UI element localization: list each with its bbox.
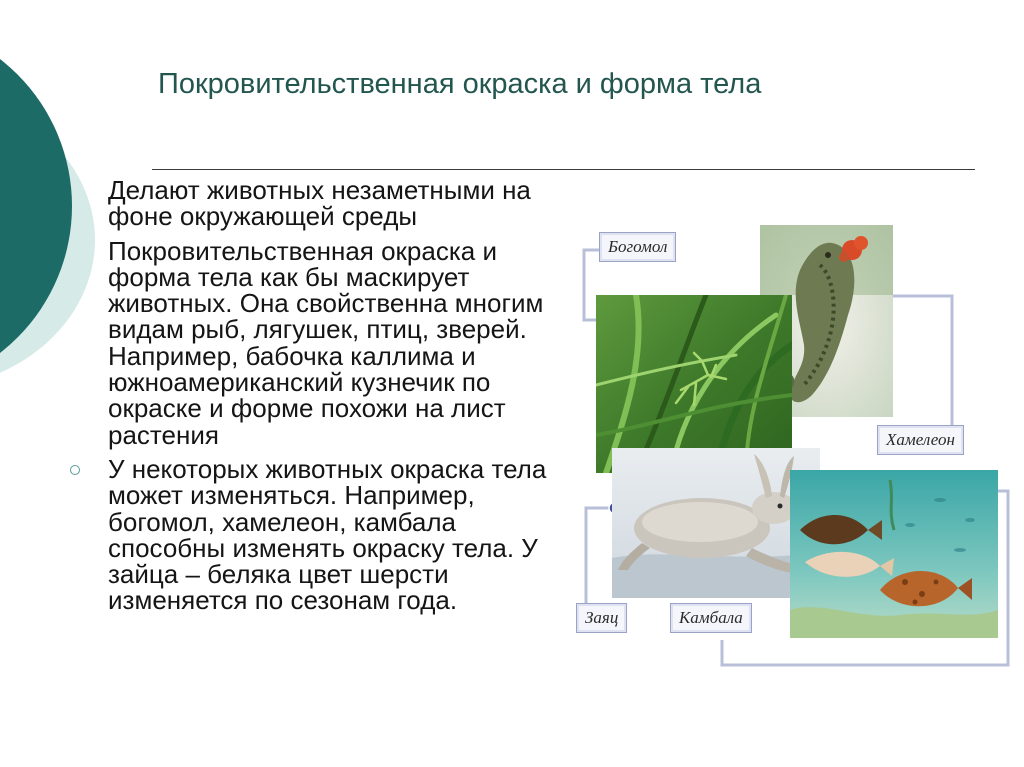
flounder-photo	[790, 470, 998, 638]
hare-photo	[612, 448, 820, 598]
slide-title: Покровительственная окраска и форма тела	[158, 68, 762, 100]
mantis-photo	[596, 295, 792, 473]
bullet-list	[70, 177, 565, 622]
label-hare: Заяц	[576, 603, 627, 633]
label-mantis: Богомол	[599, 232, 676, 262]
bullet-item-2	[70, 235, 565, 450]
bullet-text-2: Покровительственная окраска и форма тела как бы маскирует животных. Она свойственна многим видам рыб, лягушек, птиц, зверей. Например, бабочка каллима и южноамериканский кузнечик по окраске и форме похожи на лист растения	[108, 235, 544, 450]
label-chameleon: Хамелеон	[877, 425, 964, 455]
bullet-item-3	[70, 453, 565, 616]
bullet-text-1: Делают животных незаметными на фоне окружающей среды	[108, 175, 531, 232]
bullet-item-1	[70, 177, 565, 230]
label-flounder: Камбала	[670, 603, 752, 633]
bullet-text-3: У некоторых животных окраска тела может изменяться. Например, богомол, хамелеон, камбала способны изменять окраску тела. У зайца – беляка цвет шерсти изменяется по сезонам года.	[108, 453, 547, 616]
bullet-circle-icon	[70, 465, 80, 475]
animal-collage	[570, 220, 1024, 670]
title-divider	[152, 169, 975, 170]
